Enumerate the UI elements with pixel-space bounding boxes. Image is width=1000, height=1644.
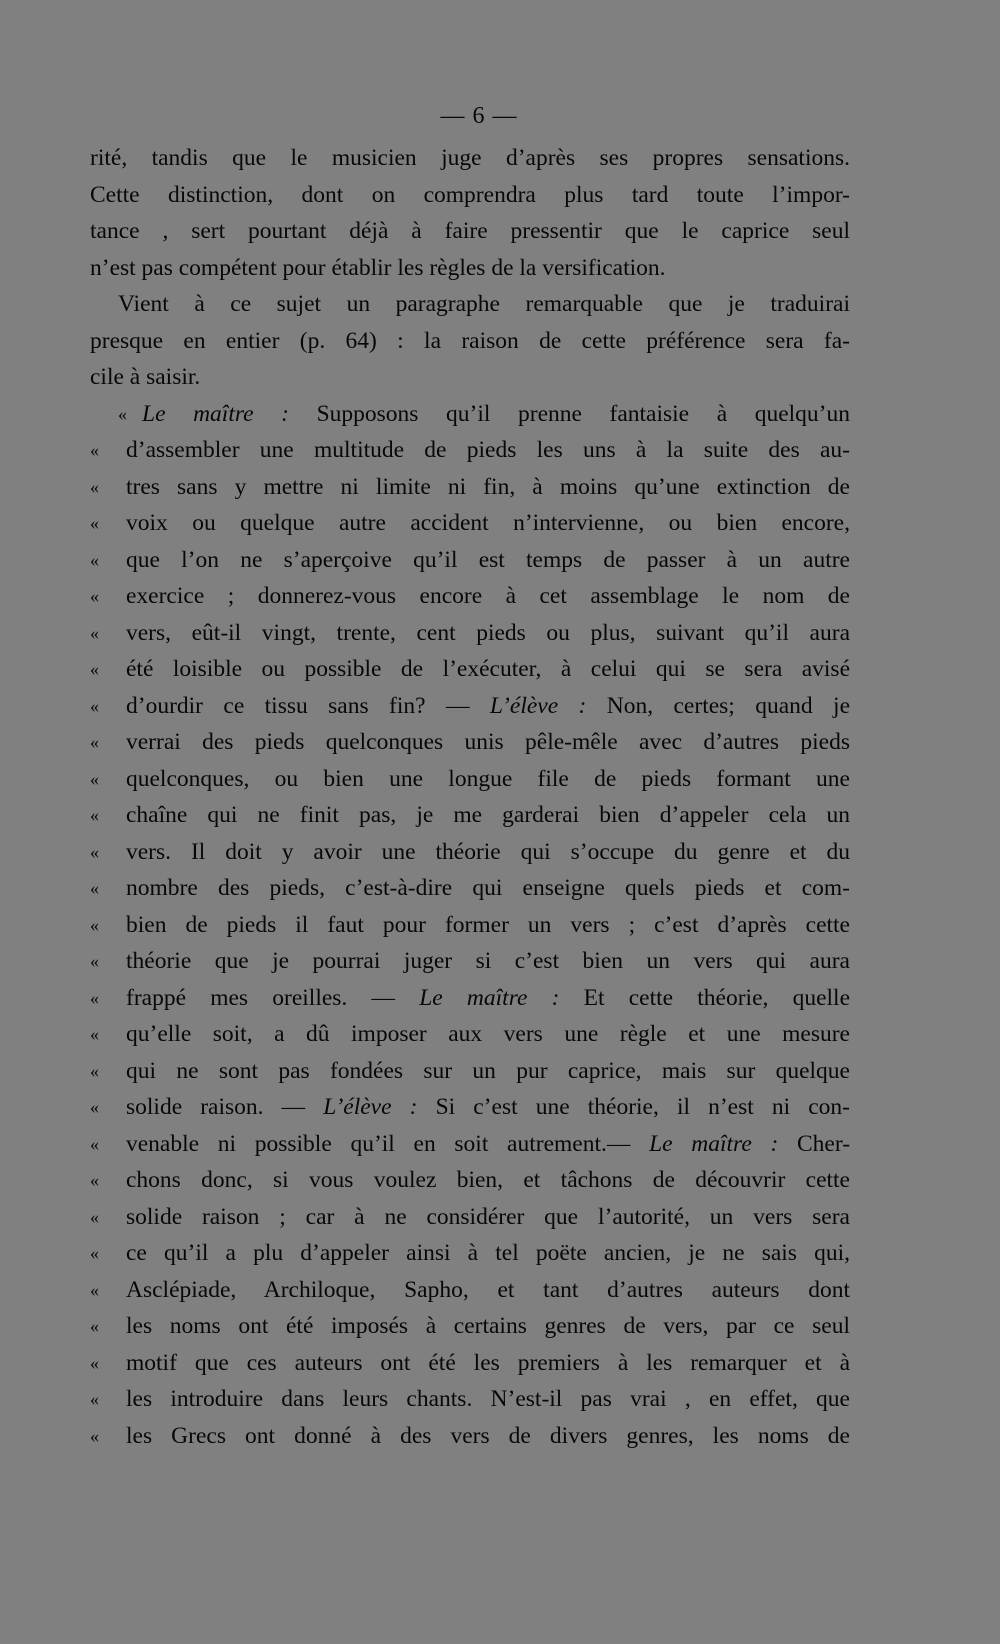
quote-line bbox=[90, 1381, 850, 1418]
quote-mark: « bbox=[90, 1170, 99, 1190]
quote-line bbox=[90, 542, 850, 579]
quote-mark: « bbox=[90, 1097, 99, 1117]
quote-line bbox=[90, 615, 850, 652]
quote-mark: « bbox=[90, 1206, 99, 1227]
quote-mark: « bbox=[90, 1060, 99, 1081]
text-block bbox=[90, 140, 850, 1454]
text-line: cile à saisir. bbox=[90, 364, 201, 390]
quote-line bbox=[90, 1126, 850, 1163]
quote-text-span: Si c’est une théorie, il n’est ni con- bbox=[435, 1094, 851, 1120]
quote-line bbox=[90, 688, 850, 725]
quote-mark: « bbox=[90, 1316, 99, 1336]
speaker-label: Le maître : bbox=[142, 400, 289, 427]
quote-line bbox=[90, 505, 850, 542]
quote-line bbox=[90, 1272, 850, 1309]
quote-line bbox=[90, 1235, 850, 1272]
quote-mark: « bbox=[90, 1243, 99, 1263]
quote-text: ce qu’il a plu d’appeler ainsi à tel poëte ancien, je ne sais qui, bbox=[126, 1240, 850, 1266]
quote-text bbox=[126, 1126, 850, 1163]
text-line: presque en entier (p. 64) : la raison de cette préférence sera fa- bbox=[90, 327, 850, 354]
quote-mark: « bbox=[90, 878, 99, 898]
quote-line bbox=[90, 870, 850, 907]
quote-mark: « bbox=[90, 951, 99, 971]
quote-text: qu’elle soit, a dû imposer aux vers une règle et une mesure bbox=[126, 1021, 850, 1047]
quote-text: les introduire dans leurs chants. N’est-il pas vrai , en effet, que bbox=[126, 1386, 850, 1412]
quote-text: chons donc, si vous voulez bien, et tâchons de découvrir cette bbox=[126, 1167, 850, 1193]
quote-text: bien de pieds il faut pour former un vers ; c’est d’après cette bbox=[126, 911, 850, 938]
quote-line bbox=[90, 432, 850, 469]
quote-line bbox=[90, 1016, 850, 1053]
quote-mark: « bbox=[90, 1279, 99, 1300]
text-line: tance , sert pourtant déjà à faire pressentir que le caprice seul bbox=[90, 218, 850, 244]
quote-mark: « bbox=[90, 622, 99, 643]
quote-text: théorie que je pourrai juger si c’est bien un vers qui aura bbox=[126, 948, 850, 974]
quote-mark: « bbox=[90, 1024, 99, 1044]
speaker-label: L’élève : bbox=[489, 692, 587, 719]
quote-line bbox=[90, 1418, 850, 1455]
text-line: Vient à ce sujet un paragraphe remarquable que je traduirai bbox=[118, 291, 850, 317]
quote-line bbox=[90, 761, 850, 798]
quote-text: d’assembler une multitude de pieds les uns à la suite des au- bbox=[126, 437, 850, 463]
quote-text-span: d’ourdir ce tissu sans fin? — bbox=[126, 692, 470, 719]
page-number: — 6 — bbox=[440, 103, 518, 129]
quote-mark: « bbox=[90, 1133, 99, 1154]
quote-text: vers, eût-il vingt, trente, cent pieds ou plus, suivant qu’il aura bbox=[126, 619, 850, 646]
quote-line bbox=[90, 724, 850, 761]
quote-text: exercice ; donnerez-vous encore à cet assemblage le nom de bbox=[126, 583, 850, 609]
speaker-label: Le maître : bbox=[649, 1130, 779, 1157]
quote-mark: « bbox=[118, 403, 127, 424]
quote-line bbox=[90, 469, 850, 506]
quote-text bbox=[126, 688, 850, 725]
quote-line bbox=[90, 797, 850, 834]
quote-line bbox=[90, 396, 850, 433]
quote-mark: « bbox=[90, 549, 99, 570]
quote-text: Asclépiade, Archiloque, Sapho, et tant d’autres auteurs dont bbox=[126, 1276, 850, 1303]
quote-text-span: Non, certes; quand je bbox=[606, 692, 851, 719]
quote-mark: « bbox=[90, 1425, 99, 1446]
quote-mark: « bbox=[90, 440, 99, 460]
quote-text: les Grecs ont donné à des vers de divers genres, les noms de bbox=[126, 1422, 850, 1449]
quote-mark: « bbox=[90, 987, 99, 1008]
quote-text-span: Supposons qu’il prenne fantaisie à quelqu’un bbox=[316, 400, 851, 427]
quote-text: tres sans y mettre ni limite ni fin, à moins qu’une extinction de bbox=[126, 473, 850, 500]
quote-line bbox=[90, 1345, 850, 1382]
quote-mark: « bbox=[90, 1352, 99, 1373]
quote-line bbox=[90, 1089, 850, 1126]
quote-line bbox=[90, 980, 850, 1017]
quote-text-span: solide raison. — bbox=[126, 1094, 306, 1120]
quote-text: solide raison ; car à ne considérer que l’autorité, un vers sera bbox=[126, 1203, 850, 1230]
quote-mark: « bbox=[90, 476, 99, 497]
quote-line bbox=[90, 1162, 850, 1199]
quote-line bbox=[90, 943, 850, 980]
quote-line bbox=[90, 578, 850, 615]
quote-mark: « bbox=[90, 841, 99, 862]
quote-text: chaîne qui ne finit pas, je me garderai bien d’appeler cela un bbox=[126, 802, 850, 828]
quote-mark: « bbox=[90, 586, 99, 606]
text-line: n’est pas compétent pour établir les règles de la versification. bbox=[90, 254, 666, 281]
quote-text: nombre des pieds, c’est-à-dire qui enseigne quels pieds et com- bbox=[126, 875, 850, 901]
quote-text: les noms ont été imposés à certains genres de vers, par ce seul bbox=[126, 1313, 850, 1339]
quote-line bbox=[90, 1053, 850, 1090]
quote-line bbox=[90, 907, 850, 944]
speaker-label: Le maître : bbox=[419, 984, 560, 1011]
quote-text: qui ne sont pas fondées sur un pur caprice, mais sur quelque bbox=[126, 1057, 850, 1084]
speaker-label: L’élève : bbox=[323, 1094, 418, 1120]
quote-mark: « bbox=[90, 659, 99, 679]
quote-mark: « bbox=[90, 768, 99, 789]
quote-text: verrai des pieds quelconques unis pêle-mêle avec d’autres pieds bbox=[126, 729, 850, 755]
quote-text: que l’on ne s’aperçoive qu’il est temps de passer à un autre bbox=[126, 546, 850, 573]
quote-text: motif que ces auteurs ont été les premiers à les remarquer et à bbox=[126, 1349, 850, 1376]
quote-text-span: frappé mes oreilles. — bbox=[126, 984, 396, 1011]
quote-mark: « bbox=[90, 513, 99, 533]
quote-line bbox=[90, 1199, 850, 1236]
quote-text: vers. Il doit y avoir une théorie qui s’occupe du genre et du bbox=[126, 838, 850, 865]
quote-line bbox=[90, 834, 850, 871]
quote-text bbox=[126, 980, 850, 1017]
quote-text: été loisible ou possible de l’exécuter, à celui qui se sera avisé bbox=[126, 656, 850, 682]
quote-mark: « bbox=[90, 914, 99, 935]
quote-line bbox=[90, 1308, 850, 1345]
quote-text bbox=[142, 396, 850, 433]
quote-line bbox=[90, 651, 850, 688]
quote-mark: « bbox=[90, 805, 99, 825]
quote-mark: « bbox=[90, 732, 99, 752]
quote-text-span: venable ni possible qu’il en soit autrement.— bbox=[126, 1130, 631, 1157]
quote-text: quelconques, ou bien une longue file de pieds formant une bbox=[126, 765, 850, 792]
quote-mark: « bbox=[90, 695, 99, 716]
quote-text-span: Et cette théorie, quelle bbox=[583, 984, 851, 1011]
quote-text bbox=[126, 1089, 850, 1126]
quote-mark: « bbox=[90, 1389, 99, 1409]
quote-text-span: Cher- bbox=[796, 1130, 851, 1157]
text-line: rité, tandis que le musicien juge d’après ses propres sensations. bbox=[90, 145, 850, 171]
text-line: Cette distinction, dont on comprendra plus tard toute l’impor- bbox=[90, 181, 850, 208]
quote-text: voix ou quelque autre accident n’intervienne, ou bien encore, bbox=[126, 510, 850, 536]
